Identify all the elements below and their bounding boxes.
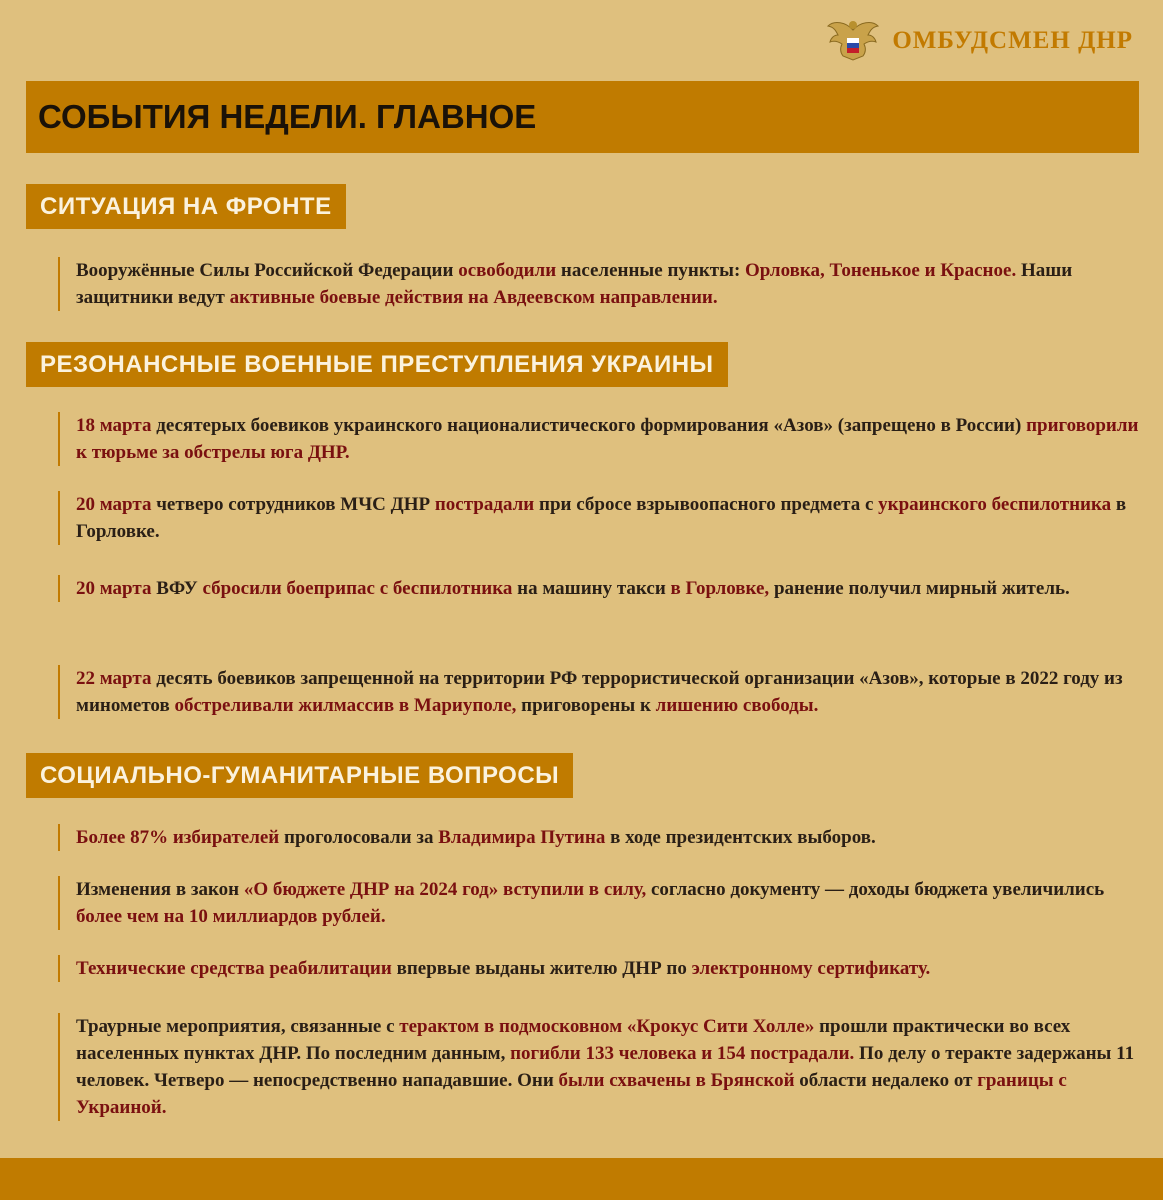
body-text: на машину такси: [512, 578, 671, 599]
body-text: десять боевиков запрещенной на территории РФ террористической организации «Азов», которые в 2022 году из минометов: [76, 668, 1123, 716]
section-heading-front: СИТУАЦИЯ НА ФРОНТЕ: [26, 184, 346, 229]
highlighted-text: «О бюджете ДНР на 2024 год» вступили в силу,: [243, 879, 647, 900]
body-text: ВФУ: [151, 578, 203, 599]
news-item-war-crimes-3: [58, 575, 1149, 602]
body-text: в Горловке.: [76, 494, 1127, 542]
body-text: Наши защитники ведут: [76, 260, 1073, 308]
news-item-social-1: [58, 824, 1149, 851]
highlighted-text: были схвачены в Брянской: [558, 1070, 795, 1091]
section-heading-war-crimes: РЕЗОНАНСНЫЕ ВОЕННЫЕ ПРЕСТУПЛЕНИЯ УКРАИНЫ: [26, 342, 728, 387]
highlighted-text: Орловка, Тоненькое и Красное.: [745, 260, 1017, 281]
brand-name: ОМБУДСМЕН ДНР: [892, 27, 1133, 54]
body-text: впервые выданы жителю ДНР по: [391, 958, 692, 979]
brand-logo: [826, 16, 1133, 66]
news-item-social-2: [58, 876, 1149, 930]
body-text: проголосовали за: [279, 827, 439, 848]
highlighted-text: 18 марта: [76, 415, 152, 436]
body-text: десятерых боевиков украинского националистического формирования «Азов» (запрещено в России): [151, 415, 1027, 436]
news-item-war-crimes-2: [58, 491, 1149, 545]
highlighted-text: пострадали: [434, 494, 535, 515]
body-text: четверо сотрудников МЧС ДНР: [151, 494, 435, 515]
body-text: прошли практически во всех населенных пунктах ДНР. По последним данным,: [76, 1016, 1071, 1064]
body-text: Изменения в закон: [76, 879, 244, 900]
highlighted-text: лишению свободы.: [655, 695, 819, 716]
highlighted-text: терактом в подмосковном «Крокус Сити Холле»: [399, 1016, 815, 1037]
highlighted-text: обстреливали жилмассив в Мариуполе,: [174, 695, 517, 716]
highlighted-text: погибли 133 человека и 154 пострадали.: [510, 1043, 855, 1064]
highlighted-text: границы с Украиной.: [76, 1070, 1067, 1118]
highlighted-text: 20 марта: [76, 578, 152, 599]
highlighted-text: в Горловке,: [670, 578, 770, 599]
highlighted-text: украинского беспилотника: [878, 494, 1112, 515]
highlighted-text: 22 марта: [76, 668, 152, 689]
highlighted-text: Более 87% избирателей: [76, 827, 280, 848]
body-text: области недалеко от: [794, 1070, 978, 1091]
highlighted-text: освободили: [458, 260, 557, 281]
highlighted-text: более чем на 10 миллиардов рублей.: [76, 906, 386, 927]
body-text: Траурные мероприятия, связанные с: [76, 1016, 400, 1037]
news-item-social-4: [58, 1013, 1149, 1121]
news-item-war-crimes-1: [58, 412, 1149, 466]
highlighted-text: 20 марта: [76, 494, 152, 515]
highlighted-text: электронному сертификату.: [691, 958, 931, 979]
eagle-emblem-icon: [826, 16, 880, 66]
news-item-war-crimes-4: [58, 665, 1149, 719]
body-text: населенные пункты:: [556, 260, 746, 281]
page-title: СОБЫТИЯ НЕДЕЛИ. ГЛАВНОЕ: [26, 81, 1139, 153]
body-text: согласно документу — доходы бюджета увеличились: [646, 879, 1105, 900]
body-text: По делу о теракте задержаны 11 человек. Четверо — непосредственно нападавшие. Они: [76, 1043, 1135, 1091]
news-item-front-1: [58, 257, 1149, 311]
highlighted-text: активные боевые действия на Авдеевском направлении.: [229, 287, 718, 308]
body-text: при сбросе взрывоопасного предмета с: [534, 494, 879, 515]
body-text: Вооружённые Силы Российской Федерации: [76, 260, 459, 281]
highlighted-text: Технические средства реабилитации: [76, 958, 392, 979]
highlighted-text: приговорили к тюрьме за обстрелы юга ДНР.: [76, 415, 1139, 463]
news-item-social-3: [58, 955, 1149, 982]
body-text: приговорены к: [516, 695, 656, 716]
highlighted-text: сбросили боеприпас с беспилотника: [202, 578, 513, 599]
body-text: в ходе президентских выборов.: [605, 827, 876, 848]
section-heading-social: СОЦИАЛЬНО-ГУМАНИТАРНЫЕ ВОПРОСЫ: [26, 753, 573, 798]
body-text: ранение получил мирный житель.: [769, 578, 1070, 599]
footer-bar: [0, 1158, 1163, 1200]
highlighted-text: Владимира Путина: [438, 827, 606, 848]
